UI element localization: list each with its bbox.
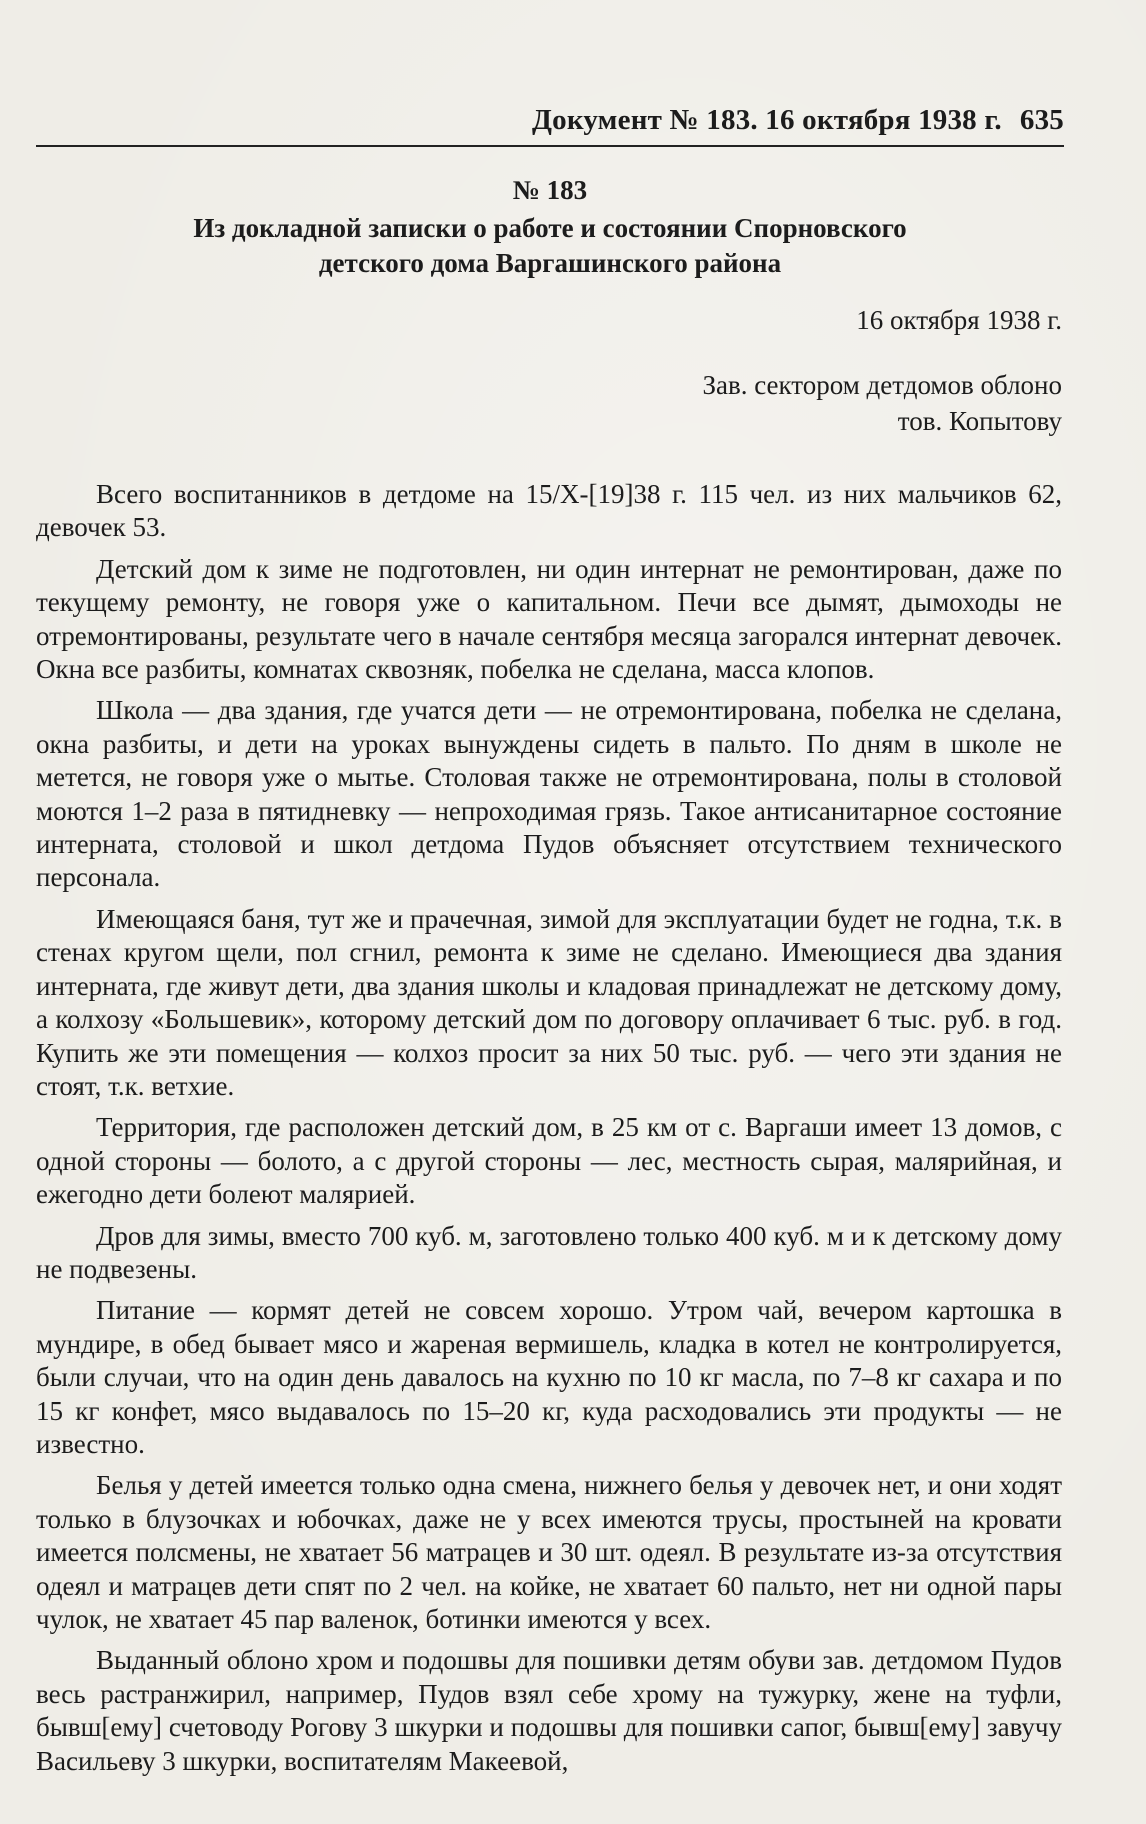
paragraph-2: Детский дом к зиме не подготовлен, ни один интернат не ремонтирован, даже по текущему ремонту, не говоря уже о капитальном. Печи все дымят, дымоходы не отремонтированы, результате чего в начале сентября месяца загорался интернат девочек. Окна все разбиты, комнатах сквозняк, побелка не сделана, масса клопов. (36, 553, 1062, 685)
document-title-line-2: детского дома Варгашинского района (318, 248, 782, 278)
page-number: 635 (1019, 104, 1064, 136)
paragraph-3: Школа — два здания, где учатся дети — не отремонтирована, побелка не сделана, окна разбиты, и дети на уроках вынуждены сидеть в пальто. По дням в школе не метется, не говоря уже о мытье. Столовая также не отремонтирована, полы в столовой моются 1–2 раза в пятидневку — непроходимая грязь. Такое антисанитарное состояние интерната, столовой и школ детдома Пудов объясняет отсутствием технического персонала. (36, 695, 1062, 893)
document-title (120, 211, 980, 281)
document-date: 16 октября 1938 г. (856, 305, 1062, 335)
paragraph-7: Питание — кормят детей не совсем хорошо. Утром чай, вечером картошка в мундире, в обед бывает мясо и жареная вермишель, кладка в котел не контролируется, были случаи, что на один день давалось на кухню по 10 кг масла, по 7–8 кг сахара и по 15 кг конфет, мясо выдавалось по 15–20 кг, куда расходовались эти продукты — не известно. (36, 1295, 1062, 1459)
running-title: Документ № 183. 16 октября 1938 г. (532, 104, 1002, 136)
document-body (36, 478, 1062, 1778)
addressee-line-1: Зав. сектором детдомов облоно (702, 370, 1062, 400)
paragraph-9: Выданный облоно хром и подошвы для пошивки детям обуви зав. детдомом Пудов весь растранжирил, например, Пудов взял себе хрому на тужурку, жене на туфли, бывш[ему] счетоводу Рогову 3 шкурки и подошвы для пошивки сапог, бывш[ему] завучу Васильеву 3 шкурки, воспитателям Макеевой, (36, 1645, 1062, 1776)
header-rule (36, 145, 1064, 147)
paragraph-5: Территория, где расположен детский дом, в 25 км от с. Варгаши имеет 13 домов, с одной стороны — болото, а с другой стороны — лес, местность сырая, малярийная, и ежегодно дети болеют малярией. (36, 1112, 1062, 1210)
document-title-line-1: Из докладной записки о работе и состоянии Спорновского (193, 213, 907, 243)
document-number: № 183 (512, 175, 588, 205)
addressee-line-2: тов. Копытову (897, 406, 1062, 436)
paragraph-8: Белья у детей имеется только одна смена, нижнего белья у девочек нет, и они ходят только в блузочках и юбочках, даже не у всех имеются трусы, простыней на кровати имеется полсмены, не хватает 56 матрацев и 30 шт. одеял. В результате из-за отсутствия одеял и матрацев дети спят по 2 чел. на койке, не хватает 60 пальто, нет ни одной пары чулок, не хватает 45 пар валенок, ботинки имеются у всех. (36, 1470, 1062, 1634)
paragraph-6: Дров для зимы, вместо 700 куб. м, заготовлено только 400 куб. м и к детскому дому не подвезены. (36, 1220, 1062, 1284)
paragraph-4: Имеющаяся баня, тут же и прачечная, зимой для эксплуатации будет не годна, т.к. в стенах кругом щели, пол сгнил, ремонта к зиме не сделано. Имеющиеся два здания интерната, где живут дети, два здания школы и кладовая принадлежат не детскому дому, а колхозу «Большевик», которому детский дом по договору оплачивает 6 тыс. руб. в год. Купить же эти помещения — колхоз просит за них 50 тыс. руб. — чего эти здания не стоят, т.к. ветхие. (36, 903, 1062, 1101)
running-header (36, 104, 1064, 137)
paragraph-1: Всего воспитанников в детдоме на 15/X-[19]38 г. 115 чел. из них мальчиков 62, девочек 53. (36, 479, 1062, 543)
addressee (36, 367, 1062, 439)
